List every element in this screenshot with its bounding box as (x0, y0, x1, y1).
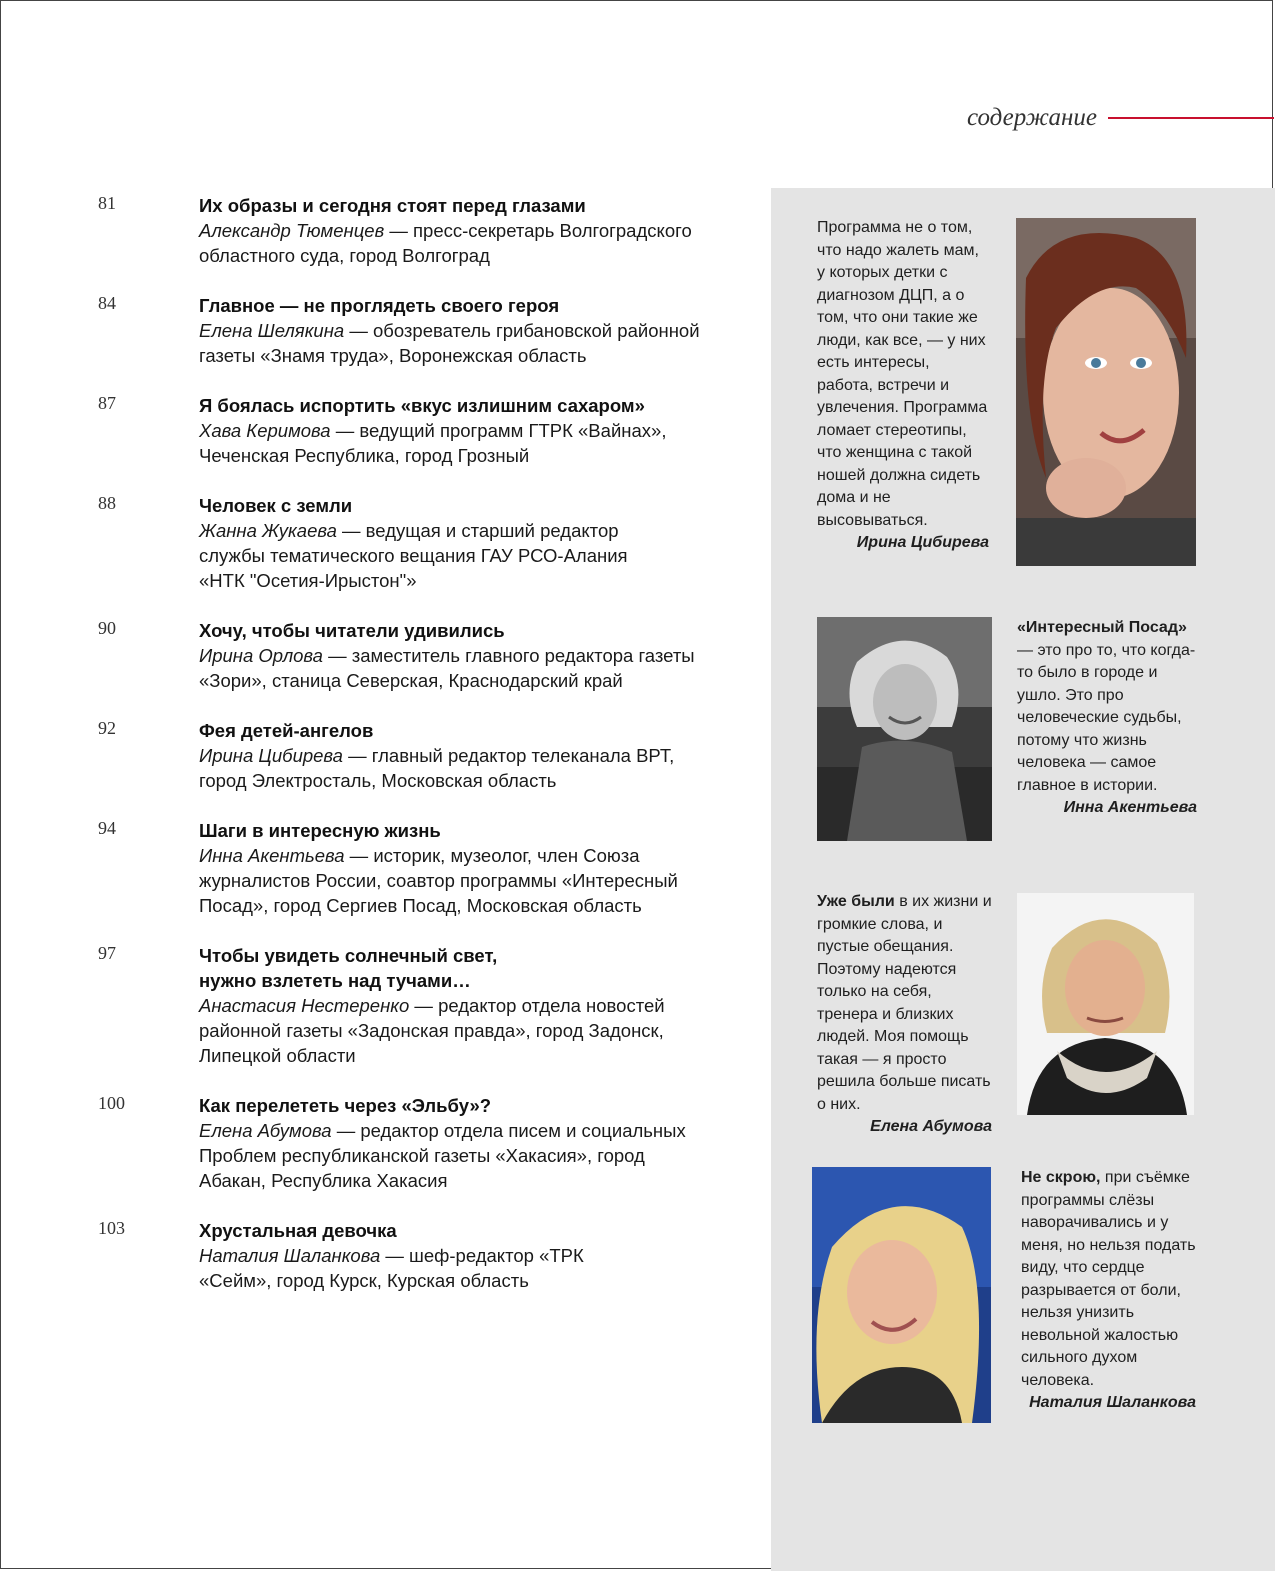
toc-title: Шаги в интересную жизнь (199, 820, 441, 841)
portrait-photo (812, 1167, 991, 1423)
toc-description: — главный редактор телеканала ВРТ, город Электросталь, Московская область (199, 745, 675, 791)
quote-text: Программа не о том, что надо жалеть мам, у которых детки с диагнозом ДЦП, а о том, что они такие же люди, как все, — у них есть интересы, работа, встречи и увлечения. Программа ломает стереотипы, что женщина с такой ношей должна сидеть дома и не высовываться. (817, 219, 988, 529)
toc-description: — пресс-секретарь Волгоградского областного суда, город Волгоград (199, 220, 692, 266)
toc-author: Ирина Орлова (199, 645, 323, 666)
toc-title: Главное — не проглядеть своего героя (199, 295, 560, 316)
toc-author: Ирина Цибирева (199, 745, 343, 766)
quote-block (1021, 1167, 1196, 1415)
toc-description: — историк, музеолог, член Союза журналистов России, соавтор программы «Интересный Посад», город Сергиев Посад, Московская область (199, 845, 678, 916)
quote-block (817, 217, 989, 555)
toc-title: Фея детей-ангелов (199, 720, 374, 741)
quote-block (1017, 617, 1197, 820)
toc-page-number: 87 (98, 393, 116, 413)
toc-description: — ведущая и старший редактор службы тематического вещания ГАУ РСО-Алания «НТК "Осетия-Ирыстон"» (199, 520, 628, 591)
toc-title: Их образы и сегодня стоят перед глазами (199, 195, 586, 216)
toc-page-number: 92 (98, 718, 116, 738)
quote-lead: Уже были (817, 893, 895, 910)
toc-author: Жанна Жукаева (199, 520, 337, 541)
portrait-photo (817, 617, 992, 841)
toc-description: — шеф-редактор «ТРК «Сейм», город Курск, Курская область (199, 1245, 584, 1291)
toc-description: — обозреватель грибановской районной газеты «Знамя труда», Воронежская область (199, 320, 700, 366)
toc-page-number: 81 (98, 193, 116, 213)
section-title: содержание (967, 104, 1097, 131)
toc-description: — ведущий программ ГТРК «Вайнах», Чеченская Республика, город Грозный (199, 420, 667, 466)
portrait-photo (1017, 893, 1194, 1115)
toc-author: Наталия Шаланкова (199, 1245, 381, 1266)
toc-page-number: 97 (98, 943, 116, 963)
toc-author: Александр Тюменцев (199, 220, 385, 241)
quote-block (817, 891, 992, 1139)
toc-author: Хава Керимова (199, 420, 331, 441)
toc-description: — редактор отдела новостей районной газеты «Задонская правда», город Задонск, Липецкой области (199, 995, 665, 1066)
toc-author: Елена Абумова (199, 1120, 332, 1141)
toc-page-number: 100 (98, 1093, 125, 1113)
toc-title: Хочу, чтобы читатели удивились (199, 620, 505, 641)
toc-page-number: 94 (98, 818, 116, 838)
portrait-photo (1016, 218, 1196, 566)
toc-title: Человек с земли (199, 495, 353, 516)
toc-title: Чтобы увидеть солнечный свет, нужно взлететь над тучами… (199, 945, 498, 991)
toc-description: — редактор отдела писем и социальных Проблем республиканской газеты «Хакасия», город Абакан, Республика Хакасия (199, 1120, 686, 1191)
toc-page-number: 88 (98, 493, 116, 513)
quote-lead: «Интересный Посад» (1017, 619, 1187, 636)
quote-text: при съёмке программы слёзы наворачивались и у меня, но нельзя подать виду, что сердце разрывается от боли, нельзя унизить невольной жалостью сильного духом человека. (1021, 1169, 1196, 1389)
toc-page-number: 84 (98, 293, 116, 313)
quote-text: — это про то, что когда-то было в городе и ушло. Это про человеческие судьбы, потому что жизнь человека — самое главное в истории. (1017, 641, 1196, 794)
title-rule (1108, 117, 1274, 119)
toc-title: Я боялась испортить «вкус излишним сахаром» (199, 395, 645, 416)
toc-page-number: 90 (98, 618, 116, 638)
quote-signature: Наталия Шаланкова (1029, 1394, 1196, 1411)
toc-description: — заместитель главного редактора газеты «Зори», станица Северская, Краснодарский край (199, 645, 695, 691)
quote-signature: Ирина Цибирева (856, 534, 989, 551)
quote-signature: Елена Абумова (870, 1118, 992, 1135)
toc-title: Хрустальная девочка (199, 1220, 397, 1241)
toc-author: Анастасия Нестеренко (199, 995, 410, 1016)
quote-lead: Не скрою, (1021, 1169, 1101, 1186)
toc-page-number: 103 (98, 1218, 125, 1238)
toc-title: Как перелететь через «Эльбу»? (199, 1095, 492, 1116)
toc-author: Инна Акентьева (199, 845, 345, 866)
toc-author: Елена Шелякина (199, 320, 345, 341)
quote-signature: Инна Акентьева (1063, 799, 1197, 816)
quote-text: в их жизни и громкие слова, и пустые обещания. Поэтому надеются только на себя, тренера и близких людей. Моя помощь такая — я просто решила больше писать о них. (817, 893, 992, 1113)
